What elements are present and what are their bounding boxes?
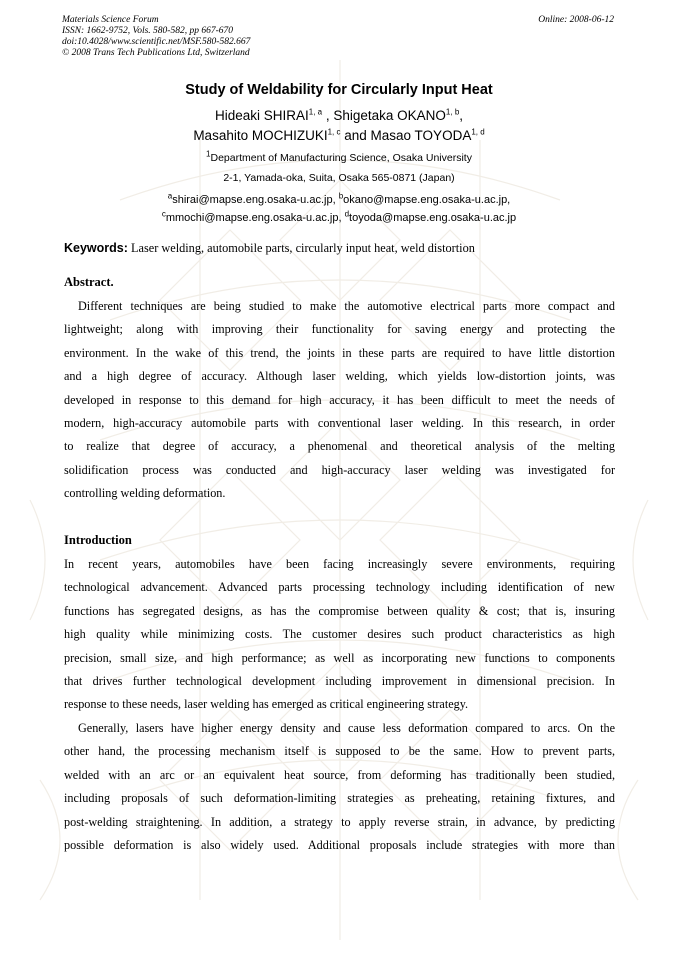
affiliation-sup: 1 [206,149,211,159]
abstract-line: Different techniques are being studied to make the automotive electrical parts more compact and [78,299,615,313]
author-sup: 1, a [308,107,323,117]
abstract-line: environment. In the wake of this trend, the joints in these parts are required to have little distortion [64,346,615,360]
author-sup: 1, d [471,127,485,137]
author-sup: 1, b [445,107,460,117]
introduction-heading: Introduction [64,533,132,547]
email-sup: c [161,209,166,219]
copyright-line: © 2008 Trans Tech Publications Ltd, Switzerland [62,48,250,58]
abstract-heading: Abstract. [64,275,114,289]
journal-metadata [62,15,250,59]
department-text: Department of Manufacturing Science, Osaka University [210,152,472,164]
intro-line: Generally, lasers have higher energy density and cause less deformation compared to arcs. On the [78,721,615,735]
email-address[interactable]: okano@mapse.eng.osaka-u.ac.jp, [343,194,511,206]
author-name: Masao TOYODA [370,128,472,143]
intro-line: including proposals of such deformation-limiting strategies as preheating, retaining fixtures, and [64,791,615,805]
email-sup: b [338,191,344,201]
author-sup: 1, c [327,127,341,137]
email-line-2 [0,209,678,227]
keywords [64,241,475,256]
affiliation-address: 2-1, Yamada-oka, Suita, Osaka 565-0871 (Japan) [223,172,455,184]
abstract-line: solidification process was conducted and high-accuracy laser welding was investigated for [64,463,615,477]
email-sup: d [344,209,350,219]
abstract-line: controlling welding deformation. [64,486,226,500]
journal-name: Materials Science Forum [62,15,159,25]
email-address[interactable]: shirai@mapse.eng.osaka-u.ac.jp, [172,194,336,206]
keywords-label: Keywords: [64,241,128,255]
author-name: Hideaki SHIRAI [214,108,309,123]
intro-line: post-welding straightening. In addition, a strategy to apply reverse strain, in advance, by predicting [64,815,615,829]
intro-line: technological advancement. Advanced parts processing technology including identification of new [64,580,615,594]
author-separator: , [322,108,334,123]
author-separator: and [340,128,371,143]
email-address[interactable]: mmochi@mapse.eng.osaka-u.ac.jp, [165,212,342,224]
affiliation-department [0,149,678,164]
keywords-text: Laser welding, automobile parts, circularly input heat, weld distortion [130,241,475,255]
author-line-2 [0,126,678,146]
abstract-line: modern, high-accuracy automobile parts with conventional laser welding. In this research, in order [64,416,615,430]
intro-line: welded with an arc or an equivalent heat source, from deforming has traditionally been studied, [64,768,615,782]
paper-title: Study of Weldability for Circularly Input Heat [185,82,493,98]
author-name: Masahito MOCHIZUKI [193,128,328,143]
intro-line: possible deformation is also widely used. Additional proposals include strategies with more than [64,838,615,852]
doi-line: doi:10.4028/www.scientific.net/MSF.580-582.667 [62,37,251,47]
abstract-line: lightweight; along with improving their functionality for saving energy and protecting the [64,322,615,336]
intro-line: that drives further technological development including improvement in dimensional precision. In [64,674,615,688]
intro-line: functions has segregated designs, as has the compromise between quality & cost; that is, insuring [64,604,615,618]
author-list [0,106,678,146]
author-name: Shigetaka OKANO [333,108,446,123]
email-sup: a [167,191,173,201]
email-list [0,191,678,227]
intro-line: In recent years, automobiles have been facing increasingly severe environments, requiring [64,557,615,571]
author-separator: , [459,108,464,123]
intro-line: precision, small size, and high performance; as well as incorporating new functions to components [64,651,615,665]
email-address[interactable]: toyoda@mapse.eng.osaka-u.ac.jp [349,212,517,224]
online-date: Online: 2008-06-12 [538,15,614,25]
author-line-1 [0,106,678,126]
intro-line: response to these needs, laser welding has emerged as critical engineering strategy. [64,697,469,711]
intro-line: other hand, the processing mechanism itself is supposed to be the same. How to prevent parts, [64,744,615,758]
abstract-line: to realize that degree of accuracy, a phenomenal and theoretical analysis of the melting [64,439,615,453]
abstract-line: and a high degree of accuracy. Although laser welding, which yields low-distortion joints, was [64,369,615,383]
abstract-line: developed in response to this demand for high accuracy, it has been difficult to meet the needs of [64,393,615,407]
intro-line: high quality while minimizing costs. The customer desires such product characteristics as high [64,627,615,641]
email-line-1 [0,191,678,209]
issn-line: ISSN: 1662-9752, Vols. 580-582, pp 667-670 [62,26,233,36]
